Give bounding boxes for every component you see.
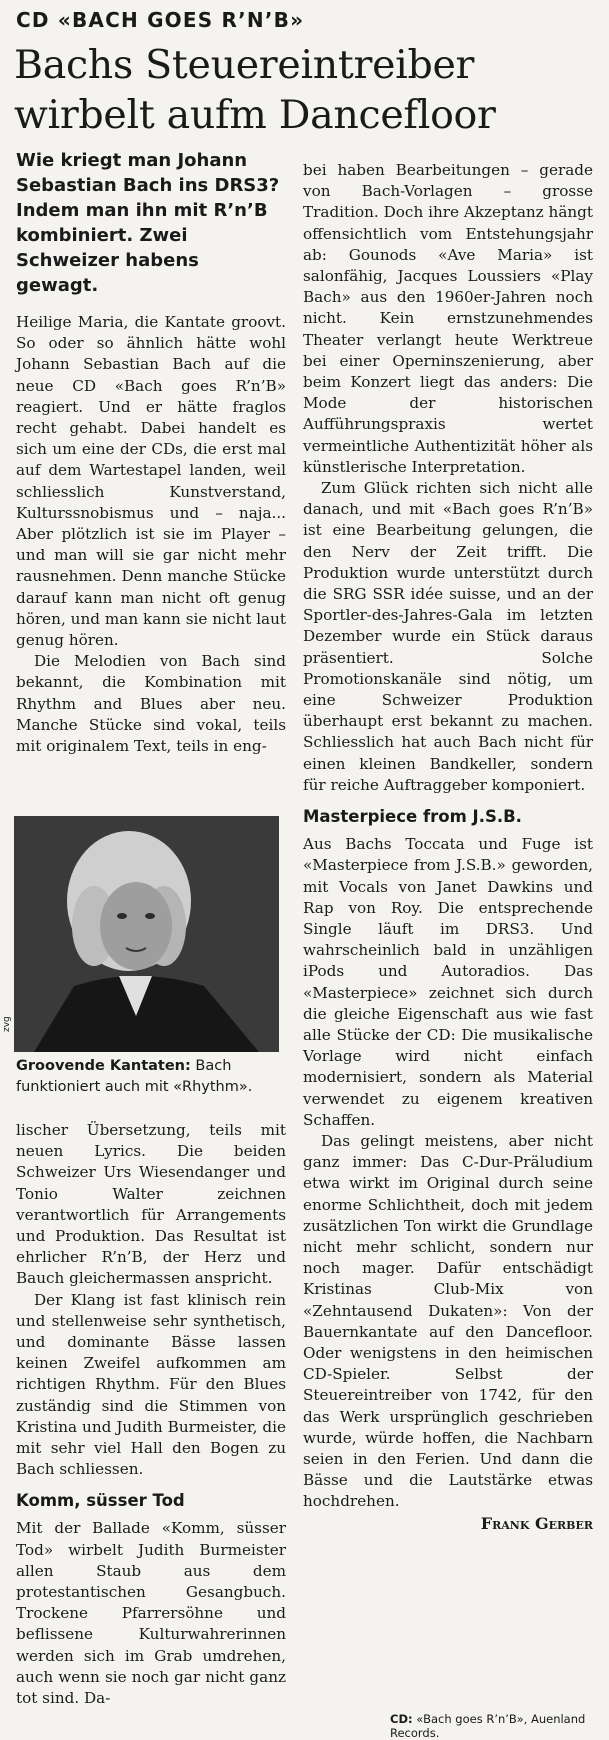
caption-bold: Groovende Kantaten:	[16, 1058, 191, 1074]
headline-line-1: Bachs Steuereintreiber	[14, 42, 475, 88]
lead-text: Wie kriegt man Johann Sebastian Bach ins DRS3? Indem man ihn mit R’n’B kombiniert. Zwei Schweizer habens gewagt.	[16, 150, 280, 296]
left-column-bottom	[16, 1120, 286, 1709]
paragraph: Mit der Ballade «Komm, süsser Tod» wirbelt Judith Burmeister allen Staub aus dem protestantischen Gesangbuch. Trockene Pfarrersöhne und beflissene Kulturwahrerinnen werden sich im Grab umdrehen, auch wenn sie noch gar nicht ganz tot sind. Da-	[16, 1519, 286, 1708]
paragraph: Zum Glück richten sich nicht alle danach, und mit «Bach goes R’n’B» ist eine Bearbeitung gelungen, die den Nerv der Zeit trifft. Die Produktion wurde unterstützt durch die SRG SSR idée suisse, und an der Sportler-des-Jahres-Gala im letzten Dezember wurde ein Stück daraus präsentiert. Solche Promotionskanäle sind nötig, um eine Schweizer Produktion überhaupt erst bekannt zu machen. Schliesslich hat auch Bach nicht für einen kleinen Bandkeller, sondern für reiche Auftraggeber komponiert.	[303, 479, 593, 794]
headline	[14, 40, 599, 140]
portrait-drawing	[14, 816, 279, 1052]
headline-line-2: wirbelt aufm Dancefloor	[14, 92, 496, 138]
photo-caption	[16, 1056, 286, 1098]
subheading: Masterpiece from J.S.B.	[303, 807, 522, 827]
kicker: CD «BACH GOES R’N’B»	[16, 8, 305, 32]
paragraph: Heilige Maria, die Kantate groovt. So oder so ähnlich hätte wohl Johann Sebastian Bach auf die neue CD «Bach goes R’n’B» reagiert. Und er hätte fraglos recht gehabt. Dabei handelt es sich um eine der CDs, die erst mal auf dem Wartestapel landen, weil schliesslich Kunstverstand, Kulturssnobismus und – naja... Aber plötzlich ist sie im Player – und man will sie gar nicht mehr rausnehmen. Denn manche Stücke darauf kann man nicht oft genug hören, und man kann sie nicht laut genug hören.	[16, 313, 286, 650]
paragraph: Aus Bachs Toccata und Fuge ist «Masterpiece from J.S.B.» geworden, mit Vocals von Janet Dawkins und Rap von Roy. Die entsprechende Single läuft im DRS3. Und wahrscheinlich bald in unzähligen iPods und Autoradios. Das «Masterpiece» zeichnet sich durch die gleiche Eigenschaft aus wie fast alle Stücke der CD: Die musikalische Vorlage wird nicht einfach modernisiert, sondern als Material verwendet zu eigenem kreativen Schaffen.	[303, 835, 593, 1129]
right-column	[303, 160, 593, 1534]
paragraph: bei haben Bearbeitungen – gerade von Bach-Vorlagen – grosse Tradition. Doch ihre Akzeptanz hängt offensichtlich vom Entstehungsjahr ab: Gounods «Ave Maria» ist salonfähig, Jacques Loussiers «Play Bach» aus den 1960er-Jahren noch nicht. Kein ernstzunehmendes Theater verlangt heute Werktreue bei einer Operninszenierung, aber beim Konzert liegt das anders: Die Mode der historischen Aufführungspraxis wertet vermeintliche Authentizität höher als künstlerische Interpretation.	[303, 161, 593, 476]
cd-info	[390, 1712, 600, 1740]
caption-text: Bach funktioniert auch mit «Rhythm».	[16, 1058, 253, 1095]
subheading: Komm, süsser Tod	[16, 1491, 185, 1511]
cd-label: CD:	[390, 1712, 413, 1726]
paragraph: Die Melodien von Bach sind bekannt, die Kombination mit Rhythm and Blues aber neu. Manche Stücke sind vokal, teils mit originalem Text, teils in eng-	[16, 652, 286, 756]
bach-portrait-image	[14, 816, 279, 1052]
paragraph: lischer Übersetzung, teils mit neuen Lyrics. Die beiden Schweizer Urs Wiesendanger und Tonio Walter zeichnen verantwortlich für Arrangements und Produktion. Das Resultat ist ehrlicher R’n’B, der Herz und Bauch gleichermassen anspricht.	[16, 1121, 286, 1288]
author-byline: Frank Gerber	[480, 1513, 593, 1533]
left-column-top	[16, 148, 286, 757]
paragraph: Das gelingt meistens, aber nicht ganz immer: Das C-Dur-Präludium etwa wirkt im Original durch seine enorme Schlichtheit, doch mit jedem zusätzlichen Ton wirkt die Grundlage nicht mehr schlicht, sondern nur noch mager. Dafür entschädigt Kristinas Club-Mix von «Zehntausend Dukaten»: Von der Bauernkantate auf den Dancefloor. Oder wenigstens in den heimischen CD-Spieler. Selbst der Steuereintreiber von 1742, für den das Werk ursprünglich geschrieben wurde, würde hoffen, die Nachbarn seien in den Ferien. Und dann die Bässe und die Lautstärke etwas hochdrehen.	[303, 1131, 593, 1511]
photo-credit: zvg	[2, 1016, 12, 1032]
paragraph: Der Klang ist fast klinisch rein und stellenweise sehr synthetisch, und dominante Bässe lassen keinen Zweifel aufkommen am richtigen Rhythm. Für den Blues zuständig sind die Stimmen von Kristina und Judith Burmeister, die mit sehr viel Hall den Bogen zu Bach schliessen.	[16, 1290, 286, 1479]
cd-text: «Bach goes R’n’B», Auenland Records.	[390, 1712, 586, 1740]
